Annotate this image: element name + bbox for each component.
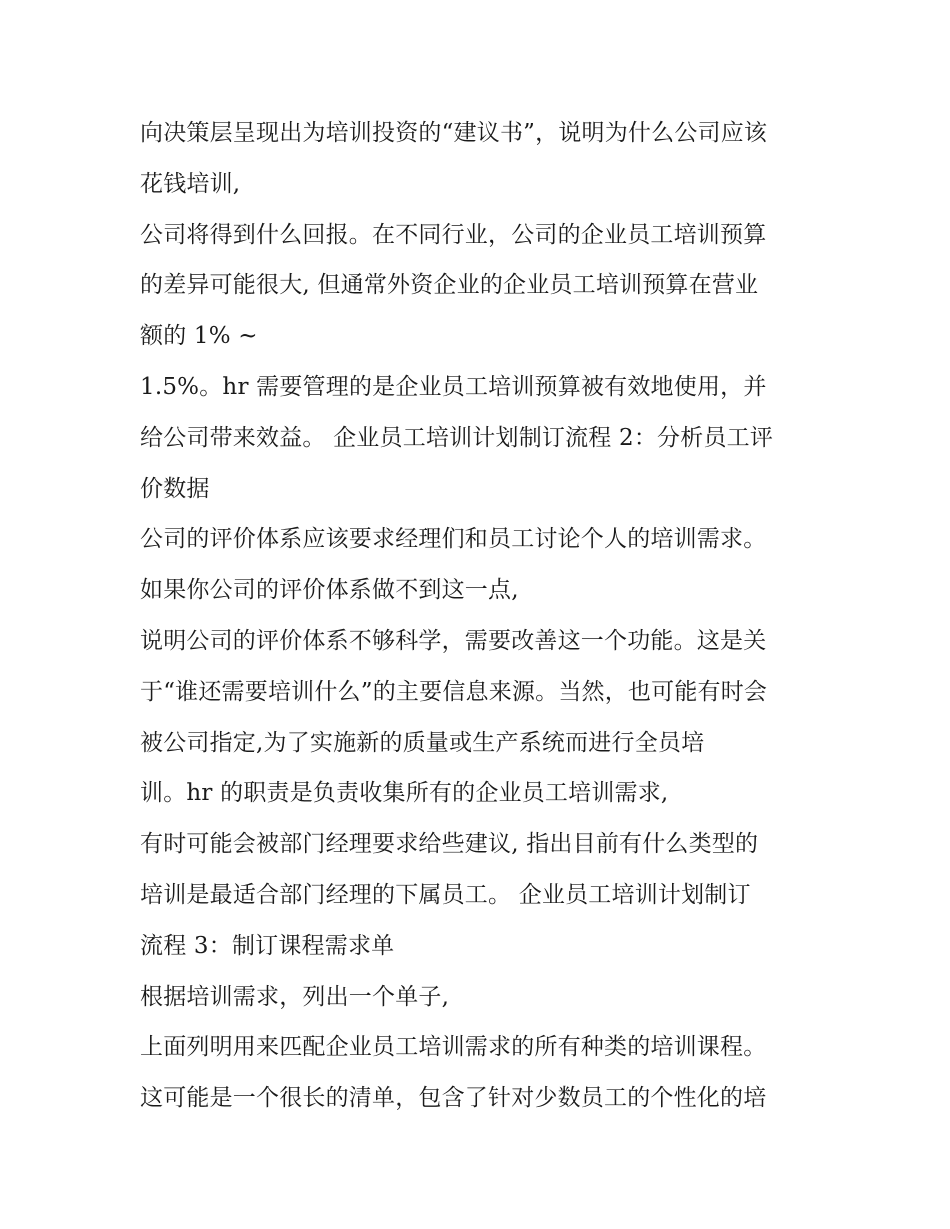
text-line: 上面列明用来匹配企业员工培训需求的所有种类的培训课程。 (140, 1034, 767, 1061)
text-line: 给公司带来效益。 企业员工培训计划制订流程 2：分析员工评 (140, 424, 774, 451)
text-line: 额的 1% ~ (140, 323, 258, 350)
text-line: 这可能是一个很长的清单，包含了针对少数员工的个性化的培 (140, 1085, 767, 1112)
text-line: 训。hr 的职责是负责收集所有的企业员工培训需求, (140, 780, 669, 807)
text-line: 于“谁还需要培训什么”的主要信息来源。当然，也可能有时会 (140, 678, 768, 705)
text-line: 有时可能会被部门经理要求给些建议, 指出目前有什么类型的 (140, 831, 759, 858)
text-line: 说明公司的评价体系不够科学，需要改善这一个功能。这是关 (140, 627, 767, 654)
text-line: 花钱培训, (140, 170, 241, 197)
text-line: 价数据 (140, 475, 210, 502)
text-line: 根据培训需求，列出一个单子, (140, 983, 450, 1010)
text-line: 公司的评价体系应该要求经理们和员工讨论个人的培训需求。 (140, 526, 767, 553)
text-line: 流程 3：制订课程需求单 (140, 932, 395, 959)
text-line: 培训是最适合部门经理的下属员工。 企业员工培训计划制订 (140, 881, 751, 908)
text-line: 被公司指定,为了实施新的质量或生产系统而进行全员培 (140, 729, 705, 756)
text-line: 如果你公司的评价体系做不到这一点, (140, 577, 519, 604)
text-line: 1.5%。hr 需要管理的是企业员工培训预算被有效地使用，并 (140, 373, 767, 400)
text-line: 向决策层呈现出为培训投资的“建议书”，说明为什么公司应该 (140, 120, 768, 146)
text-line: 公司将得到什么回报。在不同行业，公司的企业员工培训预算 (140, 221, 767, 248)
text-line: 的差异可能很大, 但通常外资企业的企业员工培训预算在营业 (140, 272, 759, 299)
body-text (140, 108, 840, 1124)
